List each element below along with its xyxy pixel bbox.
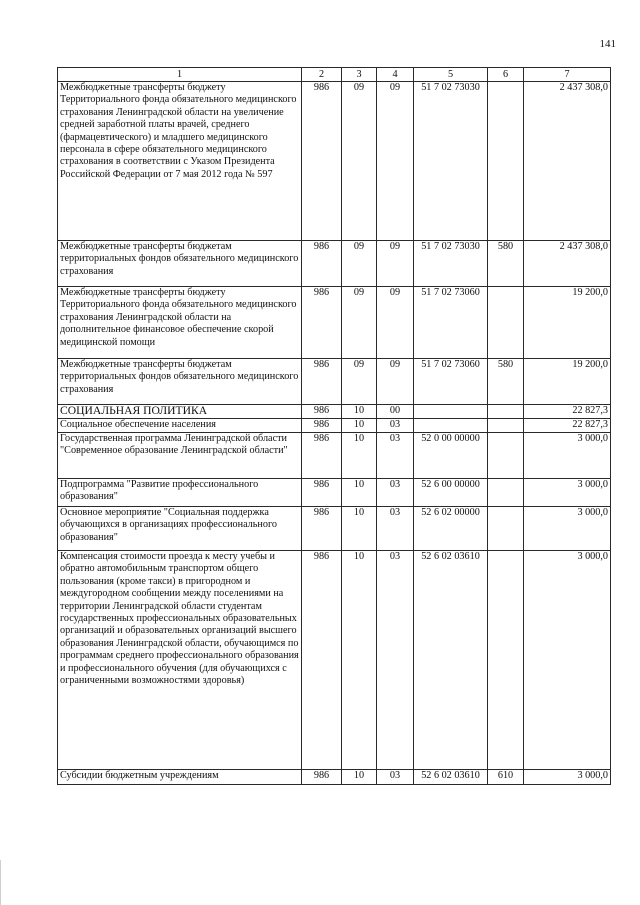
row-amount: 3 000,0 <box>524 507 611 551</box>
row-subsection: 09 <box>377 287 414 359</box>
row-name: Межбюджетные трансферты бюджету Территориального фонда обязательного медицинского страхования Ленинградской области на дополнительное финансовое обеспечение скорой медицинской помощи <box>58 287 302 359</box>
row-name: Межбюджетные трансферты бюджету Территориального фонда обязательного медицинского страхования Ленинградской области на увеличение средней заработной платы врачей, среднего (фармацевтического) и младшего медицинского персонала в сфере обязательного медицинского страхования в соответствии с Указом Президента Российской Федерации от 7 мая 2012 года № 597 <box>58 82 302 241</box>
row-subsection: 09 <box>377 241 414 287</box>
table-row <box>58 405 611 419</box>
page-number: 141 <box>599 38 616 50</box>
budget-table <box>57 67 611 785</box>
row-section: 09 <box>342 359 377 405</box>
table-header-row <box>58 68 611 82</box>
row-amount: 2 437 308,0 <box>524 82 611 241</box>
table-row <box>58 433 611 479</box>
row-section: 09 <box>342 82 377 241</box>
row-target: 52 0 00 00000 <box>414 433 488 479</box>
column-header: 1 <box>58 68 302 82</box>
column-header: 4 <box>377 68 414 82</box>
table-row <box>58 479 611 507</box>
row-section: 09 <box>342 241 377 287</box>
row-type <box>488 479 524 507</box>
row-name: Межбюджетные трансферты бюджетам территориальных фондов обязательного медицинского страхования <box>58 241 302 287</box>
table-row <box>58 82 611 241</box>
row-type <box>488 287 524 359</box>
row-type <box>488 551 524 770</box>
row-target: 52 6 02 03610 <box>414 770 488 785</box>
row-subsection: 03 <box>377 479 414 507</box>
row-subsection: 09 <box>377 82 414 241</box>
table-row <box>58 241 611 287</box>
row-ministry: 986 <box>302 479 342 507</box>
row-name: Государственная программа Ленинградской области "Современное образование Ленинградской области" <box>58 433 302 479</box>
row-ministry: 986 <box>302 82 342 241</box>
row-name: Субсидии бюджетным учреждениям <box>58 770 302 785</box>
row-subsection: 09 <box>377 359 414 405</box>
table-row <box>58 287 611 359</box>
row-target <box>414 405 488 419</box>
row-section: 10 <box>342 770 377 785</box>
row-amount: 3 000,0 <box>524 770 611 785</box>
row-amount: 22 827,3 <box>524 419 611 433</box>
row-type: 580 <box>488 359 524 405</box>
row-type: 580 <box>488 241 524 287</box>
row-type <box>488 82 524 241</box>
table-row <box>58 359 611 405</box>
row-amount: 3 000,0 <box>524 479 611 507</box>
row-ministry: 986 <box>302 551 342 770</box>
row-subsection: 03 <box>377 507 414 551</box>
row-ministry: 986 <box>302 287 342 359</box>
row-target: 51 7 02 73060 <box>414 287 488 359</box>
row-ministry: 986 <box>302 433 342 479</box>
row-section: 10 <box>342 551 377 770</box>
row-section: 10 <box>342 507 377 551</box>
row-section: 10 <box>342 479 377 507</box>
row-name: Компенсация стоимости проезда к месту учебы и обратно автомобильным транспортом общего пользования (кроме такси) в пригородном и междугородном сообщении между поселениями на территории Ленинградской области студентам государственных профессиональных образовательных организаций и образовательных организаций высшего образования Ленинградской области, обучающимся по программам среднего профессионального образования и профессионального обучения (для обучающихся с ограниченными возможностями здоровья) <box>58 551 302 770</box>
row-target: 51 7 02 73060 <box>414 359 488 405</box>
column-header: 7 <box>524 68 611 82</box>
row-amount: 2 437 308,0 <box>524 241 611 287</box>
row-subsection: 03 <box>377 770 414 785</box>
row-amount: 19 200,0 <box>524 359 611 405</box>
row-ministry: 986 <box>302 770 342 785</box>
row-name: СОЦИАЛЬНАЯ ПОЛИТИКА <box>58 405 302 419</box>
row-amount: 22 827,3 <box>524 405 611 419</box>
row-amount: 3 000,0 <box>524 551 611 770</box>
row-target: 52 6 02 03610 <box>414 551 488 770</box>
column-header: 2 <box>302 68 342 82</box>
row-section: 10 <box>342 433 377 479</box>
column-header: 6 <box>488 68 524 82</box>
row-section: 09 <box>342 287 377 359</box>
row-name: Межбюджетные трансферты бюджетам территориальных фондов обязательного медицинского страхования <box>58 359 302 405</box>
row-target <box>414 419 488 433</box>
row-target: 52 6 02 00000 <box>414 507 488 551</box>
table-row <box>58 770 611 785</box>
row-amount: 3 000,0 <box>524 433 611 479</box>
table-row <box>58 551 611 770</box>
row-type <box>488 419 524 433</box>
scan-edge-mark <box>0 860 1 905</box>
row-type <box>488 507 524 551</box>
row-target: 51 7 02 73030 <box>414 82 488 241</box>
row-type <box>488 405 524 419</box>
row-target: 52 6 00 00000 <box>414 479 488 507</box>
row-type <box>488 433 524 479</box>
row-subsection: 03 <box>377 551 414 770</box>
row-ministry: 986 <box>302 419 342 433</box>
column-header: 3 <box>342 68 377 82</box>
row-ministry: 986 <box>302 359 342 405</box>
row-section: 10 <box>342 419 377 433</box>
table-row <box>58 507 611 551</box>
row-ministry: 986 <box>302 405 342 419</box>
row-target: 51 7 02 73030 <box>414 241 488 287</box>
row-amount: 19 200,0 <box>524 287 611 359</box>
table-row <box>58 419 611 433</box>
row-name: Социальное обеспечение населения <box>58 419 302 433</box>
row-subsection: 03 <box>377 419 414 433</box>
row-subsection: 00 <box>377 405 414 419</box>
row-name: Основное мероприятие "Социальная поддержка обучающихся в организациях профессионального образования" <box>58 507 302 551</box>
row-ministry: 986 <box>302 507 342 551</box>
column-header: 5 <box>414 68 488 82</box>
row-ministry: 986 <box>302 241 342 287</box>
row-type: 610 <box>488 770 524 785</box>
row-name: Подпрограмма "Развитие профессионального образования" <box>58 479 302 507</box>
row-section: 10 <box>342 405 377 419</box>
row-subsection: 03 <box>377 433 414 479</box>
